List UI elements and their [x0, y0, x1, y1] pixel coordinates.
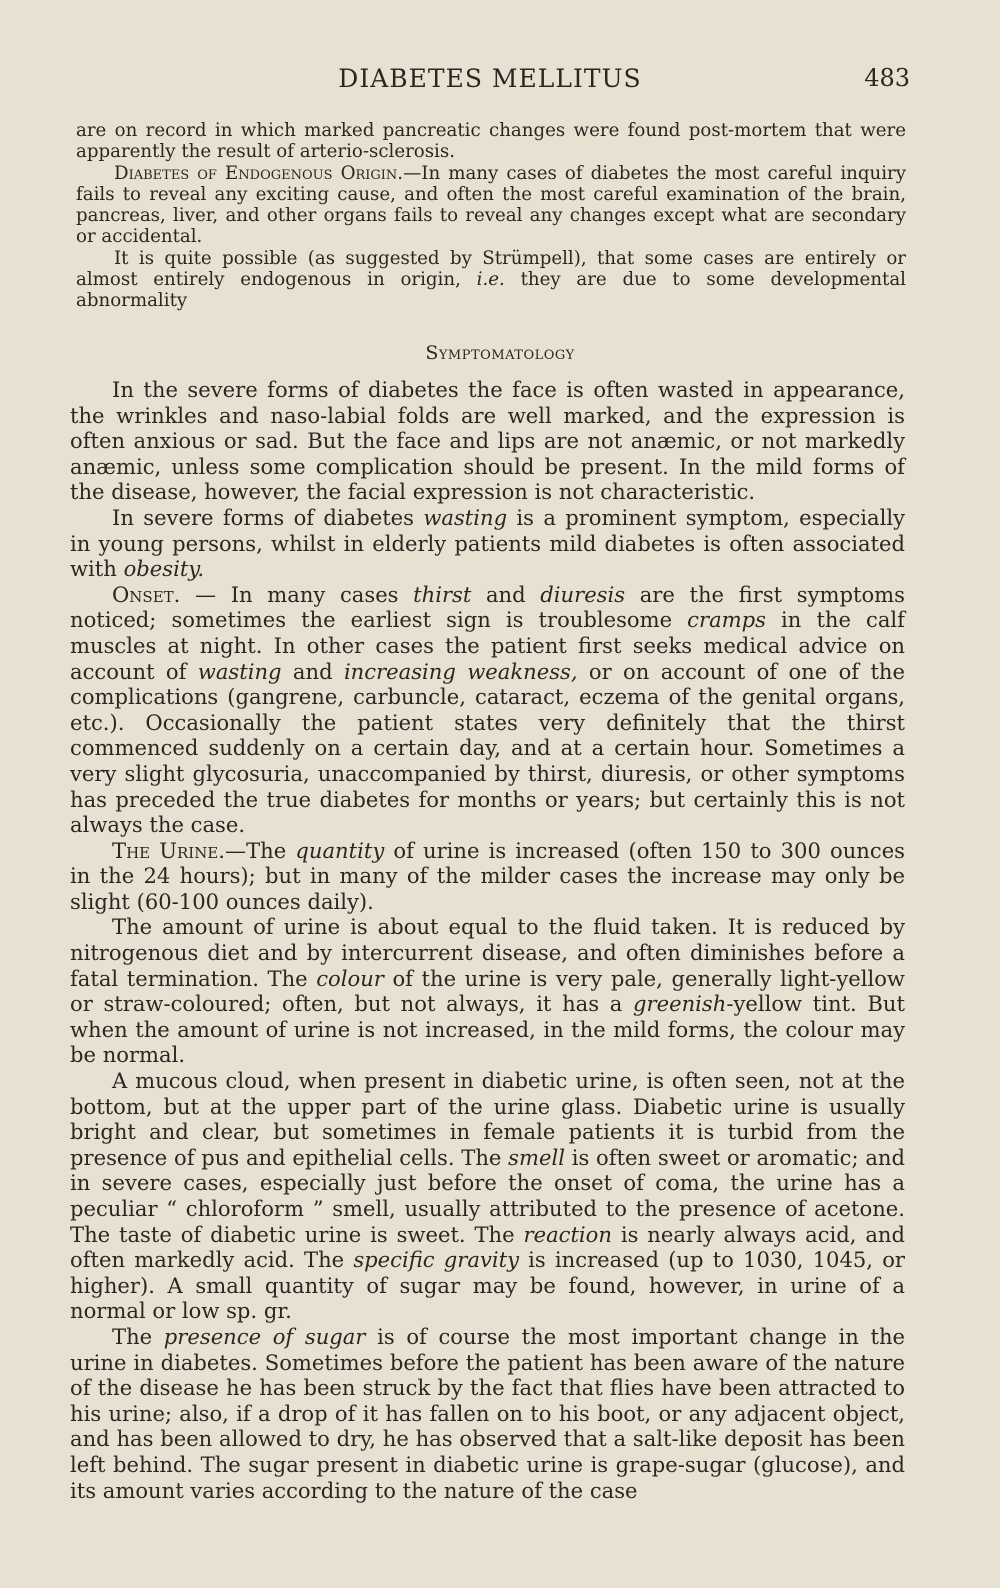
paragraph-text: —In many cases of diabetes the most careful inquiry fails to reveal any exciting cause, and often the most careful examination of the brain, pancreas, liver, and other organs fails to reveal any changes except what are secondary or accidental.: [76, 162, 906, 248]
paragraph-heading: Diabetes of Endogenous Origin.: [114, 162, 404, 184]
italic-term: reaction: [523, 1221, 612, 1247]
page-number: 483: [864, 64, 910, 92]
paragraph-heading: The Urine.: [112, 837, 226, 863]
paragraph-face: [70, 377, 905, 505]
italic-term: greenish: [633, 991, 727, 1017]
paragraph-text: are the first symptoms noticed; sometimes the earliest sign is troublesome: [70, 581, 906, 633]
paragraph-text: is a prominent symptom, especially in young persons, whilst in elderly patients mild diabetes is often associated with: [70, 504, 905, 582]
paragraph-sugar: [70, 1324, 905, 1503]
paragraph-text: —The: [225, 837, 296, 863]
italic-term: diuresis: [540, 581, 626, 607]
paragraph-text: is increased (up to 1030, 1045, or higher). A small quantity of sugar may be found, however, in urine of a normal or low sp. gr.: [70, 1247, 905, 1324]
italic-term: quantity: [295, 837, 385, 863]
main-text: [70, 377, 905, 1503]
paragraph-text: and: [471, 581, 541, 607]
italic-term: thirst: [413, 581, 472, 607]
running-title: DIABETES MELLITUS: [338, 64, 642, 93]
italic-term: increasing weakness,: [343, 658, 578, 684]
paragraph-text: The: [112, 1323, 164, 1349]
paragraph-text: are on record in which marked pancreatic changes were found post-mortem that were apparently the result of arterio-sclerosis.: [76, 120, 906, 163]
paragraph-text: In severe forms of diabetes: [112, 504, 424, 530]
italic-term: specific gravity: [353, 1247, 519, 1273]
paragraph-text: The amount of urine is about equal to the fluid taken. It is reduced by nitrogenous diet and by intercurrent disease, and often diminishes before a fatal termination. The: [70, 914, 905, 991]
paragraph-text: is nearly always acid, and often markedly acid. The: [70, 1221, 905, 1273]
italic-term: colour: [316, 965, 384, 991]
section-heading: Symptomatology: [425, 342, 575, 364]
paragraph-wasting: [70, 505, 905, 582]
paragraph-text: It is quite possible (as suggested by Strümpell), that some cases are entirely or almost entirely endogenous in origin,: [76, 247, 906, 291]
continued-small-text: [76, 120, 906, 312]
paragraph-urine: [70, 838, 905, 915]
paragraph-text: of urine is increased (often 150 to 300 ounces in the 24 hours); but in many of the milder cases the increase may only be slight (60-100 ounces daily).: [70, 837, 905, 914]
paragraph-text: is often sweet or aromatic; and in severe cases, especially just before the onset of coma, the urine has a peculiar “ chloroform ” smell, usually attributed to the presence of acetone. The taste of diabetic urine is sweet. The: [70, 1144, 905, 1247]
paragraph-text: in the calf muscles at night. In other cases the patient first seeks medical advice on account of: [70, 607, 905, 684]
paragraph-mucous-cloud: [70, 1068, 905, 1324]
paragraph-text: — In many cases: [180, 581, 414, 607]
paragraph-amount: [70, 914, 905, 1068]
italic-term: cramps: [687, 607, 766, 633]
paragraph-endogenous-origin: [76, 163, 906, 248]
italic-term: presence of sugar: [163, 1323, 366, 1349]
paragraph-text: or on account of one of the complications (gangrene, carbuncle, cataract, eczema of the genital organs, etc.). Occasionally the patient states very definitely that the thirst commenced suddenly on a certain day, and at a certain hour. Sometimes a very slight glycosuria, unaccompanied by thirst, diuresis, or other symptoms has preceded the true diabetes for months or years; but certainly this is not always the case.: [70, 658, 905, 838]
paragraph-strumpell: [76, 248, 906, 312]
italic-term: wasting: [197, 658, 282, 684]
page-header: [70, 64, 910, 104]
paragraph-text: -yellow tint. But when the amount of urine is not increased, in the mild forms, the colour may be normal.: [70, 991, 905, 1068]
italic-term: smell: [508, 1144, 565, 1170]
paragraph-onset: [70, 582, 905, 838]
paragraph-heading: Onset.: [112, 581, 181, 607]
italic-term: obesity.: [123, 556, 205, 582]
paragraph-text: A mucous cloud, when present in diabetic urine, is often seen, not at the bottom, but at the upper part of the urine glass. Diabetic urine is usually bright and clear, but sometimes in female patients it is turbid from the presence of pus and epithelial cells. The: [70, 1068, 905, 1170]
paragraph-continued: [76, 120, 906, 163]
paragraph-text: and: [281, 658, 344, 684]
italic-term: wasting: [423, 504, 508, 530]
paragraph-text: In the severe forms of diabetes the face is often wasted in appearance, the wrinkles and naso-labial folds are well marked, and the expression is often anxious or sad. But the face and lips are not anæmic, or not markedly anæmic, unless some complication should be present. In the mild forms of the disease, however, the facial expression is not characteristic.: [70, 377, 905, 505]
paragraph-text: is of course the most important change in the urine in diabetes. Sometimes before the patient has been aware of the nature of the disease he has been struck by the fact that flies have been attracted to his urine; also, if a drop of it has fallen on to his boot, or any adjacent object, and has been allowed to dry, he has observed that a salt-like deposit has been left behind. The sugar present in diabetic urine is grape-sugar (glucose), and its amount varies according to the nature of the case: [70, 1323, 906, 1503]
paragraph-text: of the urine is very pale, generally light-yellow or straw-coloured; often, but not always, it has a: [70, 965, 905, 1017]
paragraph-text: they are due to some developmental abnormality: [76, 269, 907, 312]
italic-term: i.e.: [476, 269, 505, 291]
